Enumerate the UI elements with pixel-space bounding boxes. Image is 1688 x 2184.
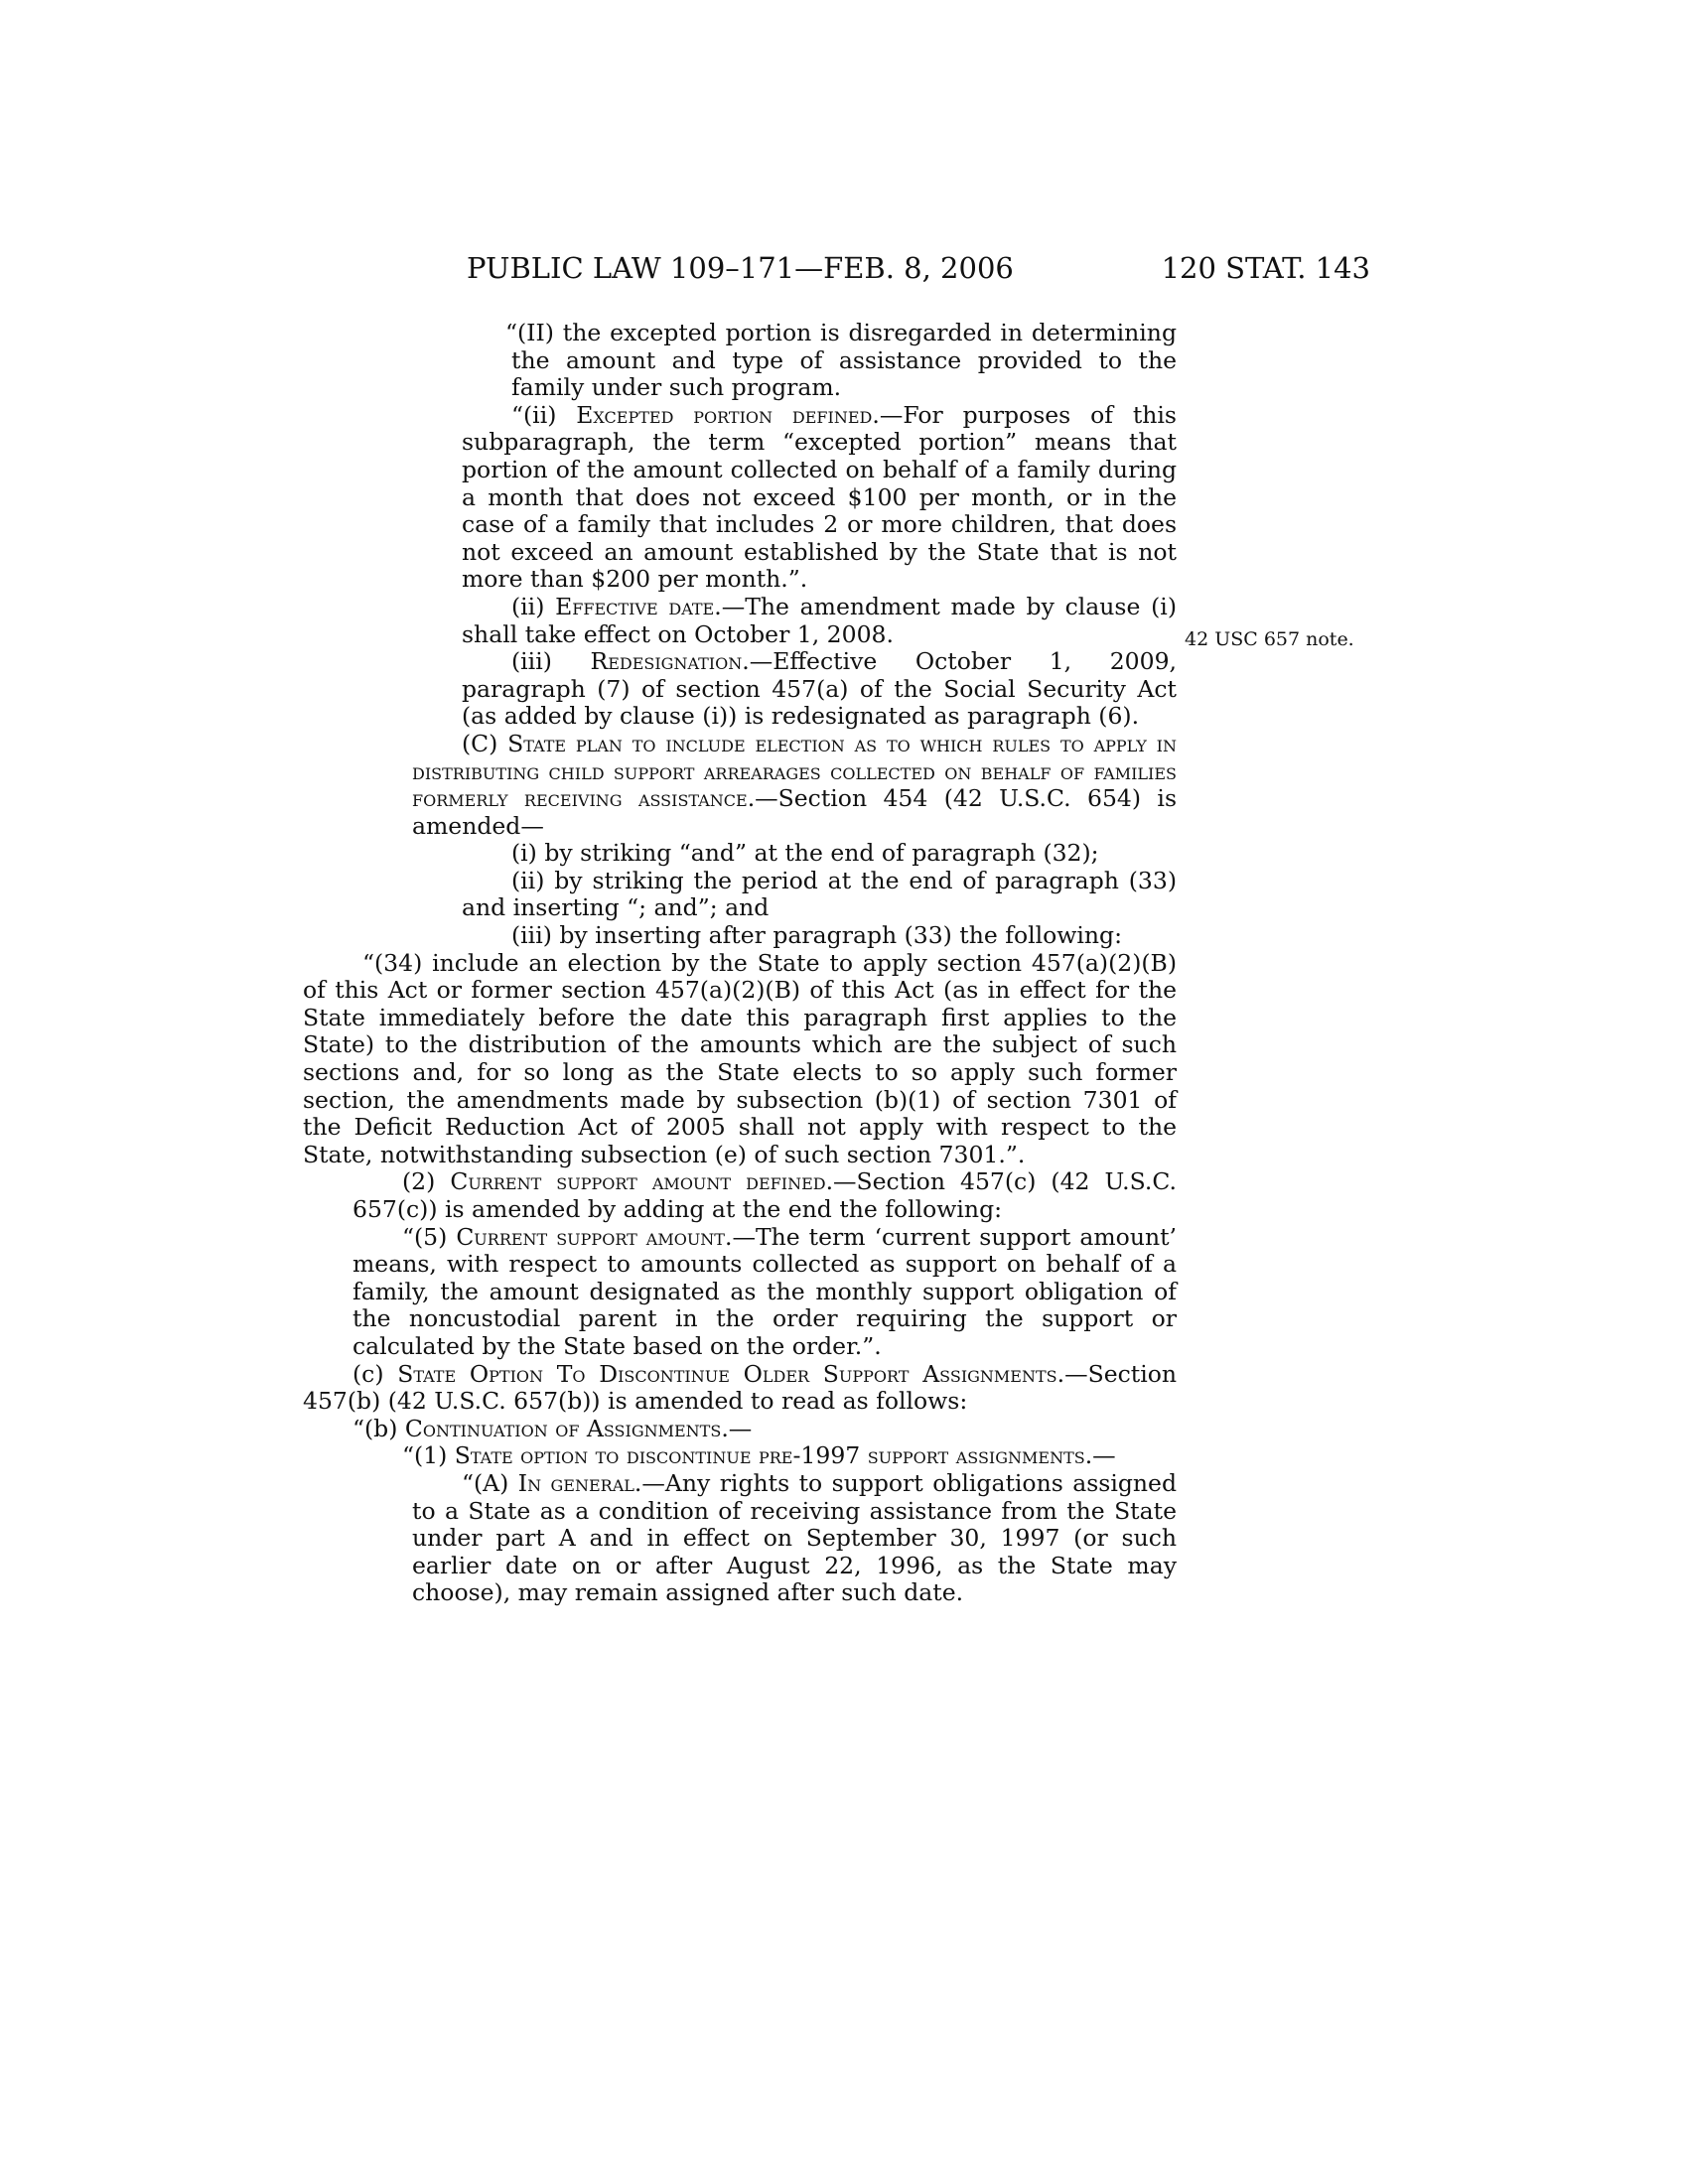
subsection-b-heading: Continuation of Assignments — [404, 1414, 722, 1442]
subparagraph-C-clause-iii — [303, 922, 1177, 950]
subparagraph-C-clause-i — [303, 840, 1177, 868]
clause-effective-date — [303, 594, 1177, 648]
subparagraph-C — [303, 731, 1177, 840]
margin-citation-note: 42 USC 657 note. — [1185, 628, 1354, 650]
clause-ii-lead: “(ii) — [511, 400, 577, 429]
page-header — [467, 248, 1370, 288]
paragraph-2-text: .—Section 457(c) (42 U.S.C. 657(c)) is amended by adding at the end the following: — [352, 1167, 1177, 1223]
paragraph-b1-text: .— — [1084, 1441, 1116, 1470]
subsection-c — [303, 1361, 1177, 1416]
quoted-paragraph-b1 — [303, 1442, 1177, 1470]
paragraph-5-lead: “(5) — [402, 1222, 457, 1251]
paragraph-2-lead: (2) — [402, 1167, 451, 1196]
effective-date-lead: (ii) — [511, 592, 556, 620]
page-number: 120 STAT. 143 — [1161, 251, 1370, 285]
paragraph-2 — [303, 1168, 1177, 1223]
clause-iii-text: (iii) by inserting after paragraph (33) the following: — [511, 921, 1123, 950]
quoted-paragraph-34 — [303, 950, 1177, 1169]
subsection-c-text: .—Section 457(b) (42 U.S.C. 657(b)) is amended to read as follows: — [303, 1359, 1178, 1416]
paragraph-2-heading: Current support amount defined — [450, 1167, 826, 1196]
subsection-c-lead: (c) — [352, 1359, 398, 1388]
paragraph-34-text: “(34) include an election by the State to apply section 457(a)(2)(B) of this Act or former section 457(a)(2)(B) of this Act (as in effect for the State immediately before the date this paragraph first applies to the State) to the distribution of the amounts which are the subject of such sections and, for so long as the State elects to so apply such former section, the amendments made by subsection (b)(1) of section 7301 of the Deficit Reduction Act of 2005 shall not apply with respect to the State, notwithstanding subsection (e) of such section 7301.”. — [303, 948, 1177, 1168]
paragraph-5-text: .—The term ‘current support amount’ means, with respect to amounts collected as support on behalf of a family, the amount designated as the monthly support obligation of the noncustodial parent in the order requiring the support or calculated by the State based on the order.”. — [352, 1222, 1178, 1360]
clause-redesignation — [303, 648, 1177, 731]
redesignation-heading: Redesignation — [590, 647, 743, 676]
running-title: PUBLIC LAW 109–171—FEB. 8, 2006 — [467, 251, 1014, 285]
clause-ii-text: .—For purposes of this subparagraph, the term “excepted portion” means that portion of the amount collected on behalf of a family during a month that does not exceed $100 per month, or in the case of a family that includes 2 or more children, that does not exceed an amount established by the State that is not more than $200 per month.”. — [462, 400, 1177, 594]
effective-date-heading: Effective date — [555, 592, 715, 620]
subparagraph-C-lead: (C) — [462, 729, 508, 757]
clause-i-text: (i) by striking “and” at the end of paragraph (32); — [511, 839, 1099, 868]
subparagraph-C-text: .—Section 454 (42 U.S.C. 654) is amended— — [412, 784, 1178, 840]
clause-ii-striking-text: (ii) by striking the period at the end of paragraph (33) and inserting “; and”; and — [462, 866, 1177, 922]
clause-ii-heading: Excepted portion defined — [576, 400, 873, 429]
quoted-subsection-b — [303, 1416, 1177, 1443]
subsection-c-heading: State Option To Discontinue Older Support Assignments — [397, 1359, 1057, 1388]
subparagraph-C-heading: State plan to include election as to which rules to apply in distributing child support arrearages collected on behalf of families formerly receiving assistance — [412, 729, 1177, 813]
quoted-subparagraph-A — [303, 1470, 1177, 1607]
subsection-b-text: .— — [721, 1414, 753, 1442]
clause-ii-excepted-portion — [303, 402, 1177, 594]
statute-body — [303, 320, 1177, 1607]
subparagraph-A-lead: “(A) — [462, 1468, 518, 1497]
subclause-II — [303, 320, 1177, 402]
subsection-b-lead: “(b) — [352, 1414, 405, 1442]
paragraph-b1-heading: State option to discontinue pre-1997 support assignments — [454, 1441, 1085, 1470]
redesignation-text: .—Effective October 1, 2009, paragraph (7) of section 457(a) of the Social Security Act (as added by clause (i)) is redesignated as paragraph (6). — [462, 647, 1177, 731]
subparagraph-C-clause-ii — [303, 868, 1177, 922]
subclause-II-text: “(II) the excepted portion is disregarded in determining the amount and type of assistance provided to the family under such program. — [505, 319, 1177, 402]
paragraph-b1-lead: “(1) — [402, 1441, 455, 1470]
subparagraph-A-heading: In general — [517, 1468, 634, 1497]
subparagraph-A-text: .—Any rights to support obligations assigned to a State as a condition of receiving assistance from the State under part A and in effect on September 30, 1997 (or such earlier date on or after August 22, 1996, as the State may choose), may remain assigned after such date. — [412, 1468, 1177, 1607]
paragraph-5-heading: Current support amount — [456, 1222, 725, 1251]
effective-date-text: .—The amendment made by clause (i) shall take effect on October 1, 2008. — [462, 592, 1177, 648]
redesignation-lead: (iii) — [511, 647, 591, 676]
quoted-paragraph-5 — [303, 1224, 1177, 1361]
